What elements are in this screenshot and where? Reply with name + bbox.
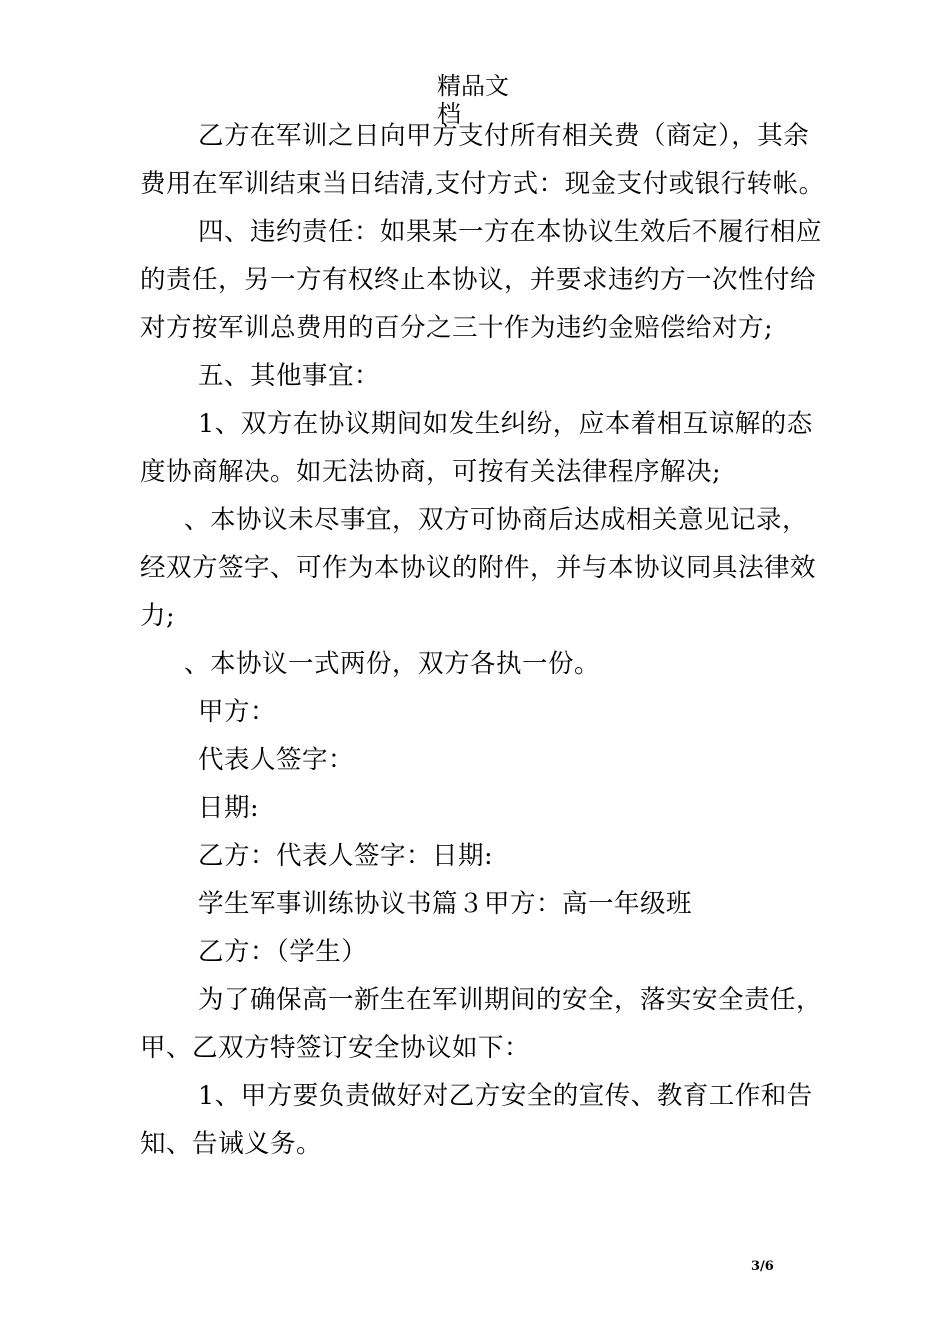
party-a-label: 甲方：	[198, 697, 277, 727]
document-body	[140, 112, 825, 1168]
text-line: 甲、乙双方特签订安全协议如下：	[140, 1033, 531, 1063]
text-line: 经双方签字、可作为本协议的附件，并与本协议同具法律效	[140, 553, 817, 583]
text-line: 、本协议未尽事宜，双方可协商后达成相关意见记录，	[184, 505, 809, 535]
text-line: 的责任，另一方有权终止本协议，并要求违约方一次性付给	[140, 265, 817, 295]
text-line: 度协商解决。如无法协商，可按有关法律程序解决;	[140, 457, 722, 487]
page-header: 精品文档	[437, 72, 509, 128]
paragraph-payment	[140, 112, 825, 208]
representative-signature-label: 代表人签字：	[198, 745, 355, 775]
section-title-line: 学生军事训练协议书篇３甲方：高一年级班	[198, 889, 693, 919]
text-line: 四、违约责任：如果某一方在本协议生效后不履行相应	[198, 217, 823, 247]
text-line: 、本协议一式两份，双方各执一份。	[184, 649, 601, 679]
text-line: 五、其他事宜：	[198, 361, 381, 391]
page-number: 3/6	[751, 1259, 774, 1274]
date-label: 日期:	[198, 793, 260, 823]
paragraph-safety-intro	[140, 976, 823, 1072]
text-line: 1、甲方要负责做好对乙方安全的宣传、教育工作和告	[198, 1081, 813, 1111]
text-line: 费用在军训结束当日结清,支付方式：现金支付或银行转帐。	[140, 169, 825, 199]
party-b-student-label: 乙方：（学生）	[198, 937, 368, 967]
text-line: 力;	[140, 601, 176, 631]
text-line: 对方按军训总费用的百分之三十作为违约金赔偿给对方;	[140, 313, 774, 343]
paragraph-safety-item-1	[140, 1072, 812, 1168]
paragraph-item-3	[140, 640, 812, 688]
paragraph-breach-liability	[140, 208, 823, 352]
text-line: 乙方在军训之日向甲方支付所有相关费（商定），其余	[198, 121, 810, 151]
party-b-signature-line: 乙方：代表人签字：日期:	[198, 841, 494, 871]
paragraph-item-1	[140, 400, 812, 496]
paragraph-item-2	[140, 496, 817, 640]
text-line: 知、告诫义务。	[140, 1129, 323, 1159]
text-line: 1、双方在协议期间如发生纠纷，应本着相互谅解的态	[198, 409, 813, 439]
paragraph-other-matters	[140, 352, 812, 400]
text-line: 为了确保高一新生在军训期间的安全，落实安全责任，	[198, 985, 823, 1015]
